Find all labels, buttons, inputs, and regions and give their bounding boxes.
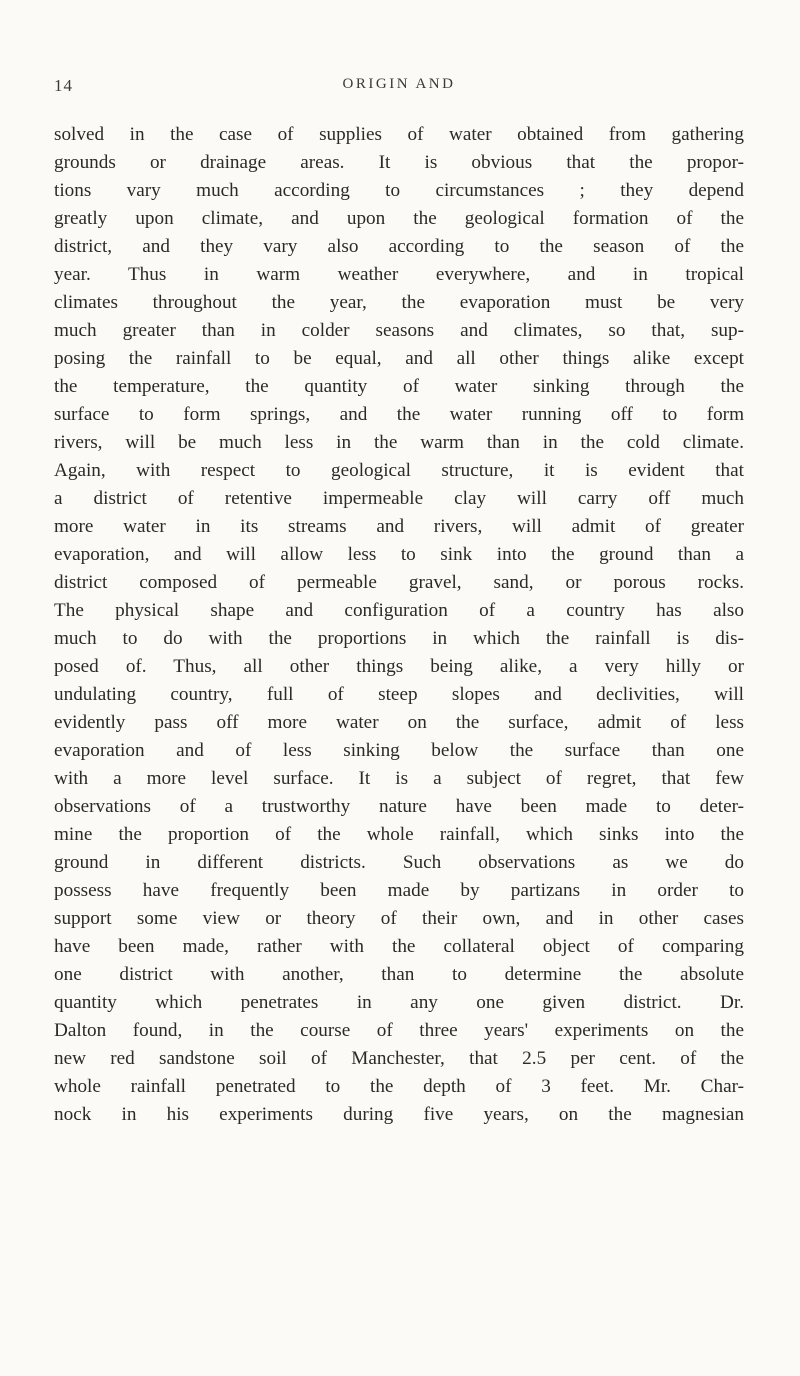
text-line: climates throughout the year, the evaporation must be very bbox=[54, 292, 744, 313]
text-line: observations of a trustworthy nature have been made to deter- bbox=[54, 796, 744, 817]
text-line: greatly upon climate, and upon the geological formation of the bbox=[54, 208, 744, 229]
text-line: tions vary much according to circumstances ; they depend bbox=[54, 180, 744, 201]
text-line: nock in his experiments during five years, on the magnesian bbox=[54, 1104, 744, 1125]
page-number: 14 bbox=[54, 76, 73, 95]
text-line: support some view or theory of their own, and in other cases bbox=[54, 908, 744, 929]
text-line: whole rainfall penetrated to the depth of 3 feet. Mr. Char- bbox=[54, 1076, 744, 1097]
text-line: with a more level surface. It is a subject of regret, that few bbox=[54, 768, 744, 789]
text-line: a district of retentive impermeable clay will carry off much bbox=[54, 488, 744, 509]
text-line: district composed of permeable gravel, sand, or porous rocks. bbox=[54, 572, 744, 593]
text-line: grounds or drainage areas. It is obvious that the propor- bbox=[54, 152, 744, 173]
text-line: evidently pass off more water on the surface, admit of less bbox=[54, 712, 744, 733]
text-line: quantity which penetrates in any one given district. Dr. bbox=[54, 992, 744, 1013]
text-line: ground in different districts. Such observations as we do bbox=[54, 852, 744, 873]
text-line: solved in the case of supplies of water obtained from gathering bbox=[54, 124, 744, 145]
text-line: undulating country, full of steep slopes and declivities, will bbox=[54, 684, 744, 705]
text-line: one district with another, than to determine the absolute bbox=[54, 964, 744, 985]
text-line: posed of. Thus, all other things being alike, a very hilly or bbox=[54, 656, 744, 677]
text-line: The physical shape and configuration of a country has also bbox=[54, 600, 744, 621]
body-text bbox=[54, 121, 744, 1129]
text-line: the temperature, the quantity of water sinking through the bbox=[54, 376, 744, 397]
running-head-title: ORIGIN AND bbox=[342, 76, 456, 92]
text-line: surface to form springs, and the water running off to form bbox=[54, 404, 744, 425]
text-line: year. Thus in warm weather everywhere, and in tropical bbox=[54, 264, 744, 285]
running-head bbox=[54, 76, 744, 100]
text-line: mine the proportion of the whole rainfall, which sinks into the bbox=[54, 824, 744, 845]
text-line: evaporation and of less sinking below the surface than one bbox=[54, 740, 744, 761]
text-line: have been made, rather with the collateral object of comparing bbox=[54, 936, 744, 957]
text-line: Again, with respect to geological structure, it is evident that bbox=[54, 460, 744, 481]
text-line: posing the rainfall to be equal, and all other things alike except bbox=[54, 348, 744, 369]
text-line: Dalton found, in the course of three years' experiments on the bbox=[54, 1020, 744, 1041]
text-line: evaporation, and will allow less to sink into the ground than a bbox=[54, 544, 744, 565]
text-line: possess have frequently been made by partizans in order to bbox=[54, 880, 744, 901]
text-line: new red sandstone soil of Manchester, that 2.5 per cent. of the bbox=[54, 1048, 744, 1069]
text-line: more water in its streams and rivers, will admit of greater bbox=[54, 516, 744, 537]
text-line: district, and they vary also according to the season of the bbox=[54, 236, 744, 257]
text-line: much to do with the proportions in which the rainfall is dis- bbox=[54, 628, 744, 649]
text-line: much greater than in colder seasons and climates, so that, sup- bbox=[54, 320, 744, 341]
text-line: rivers, will be much less in the warm than in the cold climate. bbox=[54, 432, 744, 453]
